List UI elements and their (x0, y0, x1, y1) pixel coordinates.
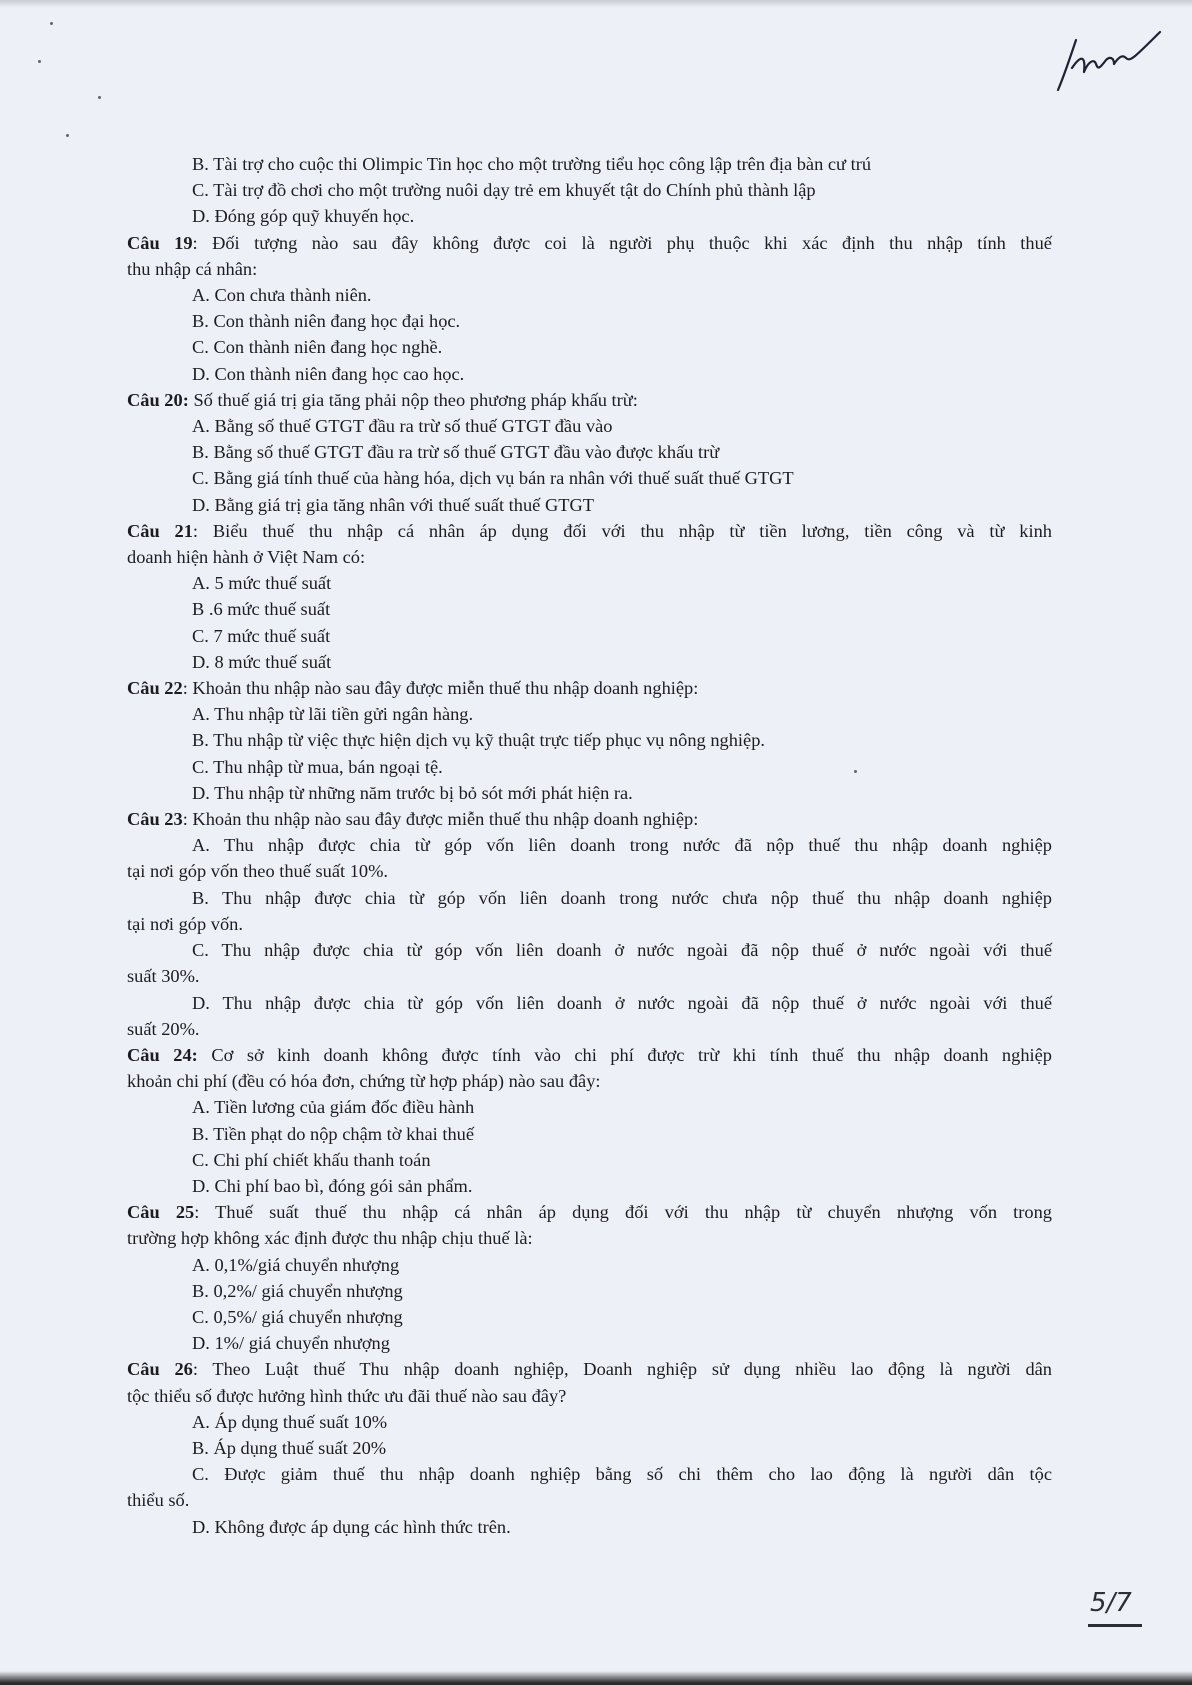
answer-option: C. Thu nhập được chia từ góp vốn liên doanh ở nước ngoài đã nộp thuế ở nước ngoài với thuế (192, 940, 1052, 961)
answer-option: B. Thu nhập được chia từ góp vốn liên doanh trong nước chưa nộp thuế thu nhập doanh nghiệp (192, 887, 1052, 908)
question-number: Câu 20: (127, 389, 189, 410)
question-line: Câu 26: Theo Luật thuế Thu nhập doanh nghiệp, Doanh nghiệp sử dụng nhiều lao động là người dân (127, 1359, 1053, 1380)
question-number: Câu 22 (127, 678, 183, 699)
continuation-line: doanh hiện hành ở Việt Nam có: (127, 547, 366, 568)
question-text: Đối tượng nào sau đây không được coi là người phụ thuộc khi xác định thu nhập tính thuế (212, 232, 1052, 253)
answer-option: A. Con chưa thành niên. (192, 285, 372, 306)
question-line: Câu 21: Biểu thuế thu nhập cá nhân áp dụng đối với thu nhập từ tiền lương, tiền công và từ kinh (127, 520, 1052, 541)
continuation-line: tại nơi góp vốn. (127, 913, 243, 934)
answer-option: A. Áp dụng thuế suất 10% (192, 1411, 388, 1432)
answer-option: C. Bằng giá tính thuế của hàng hóa, dịch vụ bán ra nhân với thuế suất thuế GTGT (192, 468, 794, 489)
question-line (127, 387, 1052, 413)
question-line: Câu 25: Thuế suất thuế thu nhập cá nhân áp dụng đối với thu nhập từ chuyển nhượng vốn trong (127, 1202, 1052, 1223)
scan-speck (66, 134, 69, 137)
scan-top-edge (0, 0, 1192, 8)
question-number: Câu 23 (127, 809, 183, 830)
page-number-underline (1088, 1624, 1142, 1627)
question-number: Câu 19 (127, 232, 193, 253)
continuation-line: khoản chi phí (đều có hóa đơn, chứng từ hợp pháp) nào sau đây: (127, 1071, 601, 1092)
continuation-line: suất 20%. (127, 1018, 200, 1039)
answer-option: A. 0,1%/giá chuyển nhượng (192, 1254, 400, 1275)
scan-speck (98, 96, 101, 99)
question-line: Câu 19: Đối tượng nào sau đây không được coi là người phụ thuộc khi xác định thu nhập tính thuế (127, 232, 1052, 253)
answer-option: C. 0,5%/ giá chuyển nhượng (192, 1306, 403, 1327)
answer-option: C. Được giảm thuế thu nhập doanh nghiệp bằng số chi thêm cho lao động là người dân tộc (192, 1464, 1052, 1485)
question-text: Số thuế giá trị gia tăng phải nộp theo phương pháp khấu trừ: (193, 389, 638, 410)
question-number: Câu 24: (127, 1044, 198, 1065)
continuation-line: thiểu số. (127, 1490, 190, 1511)
question-text: Theo Luật thuế Thu nhập doanh nghiệp, Doanh nghiệp sử dụng nhiều lao động là người dân (212, 1359, 1053, 1380)
answer-option: C. Tài trợ đồ chơi cho một trường nuôi dạy trẻ em khuyết tật do Chính phủ thành lập (192, 180, 816, 201)
answer-option: B. 0,2%/ giá chuyển nhượng (192, 1280, 403, 1301)
answer-option: B. Thu nhập từ việc thực hiện dịch vụ kỹ thuật trực tiếp phục vụ nông nghiệp. (192, 730, 766, 751)
exam-questions (127, 151, 1052, 1540)
answer-option: B. Tài trợ cho cuộc thi Olimpic Tin học cho một trường tiểu học công lập trên địa bàn cư trú (192, 154, 872, 174)
question-text: Cơ sở kinh doanh không được tính vào chi phí được trừ khi tính thuế thu nhập doanh nghiệp (211, 1044, 1052, 1065)
question-text: Khoản thu nhập nào sau đây được miễn thuế thu nhập doanh nghiệp: (192, 678, 699, 699)
continuation-line: trường hợp không xác định được thu nhập chịu thuế là: (127, 1228, 533, 1249)
answer-option: A. Tiền lương của giám đốc điều hành (192, 1097, 475, 1118)
answer-option: B. Bằng số thuế GTGT đầu ra trừ số thuế GTGT đầu vào được khấu trừ (192, 442, 720, 463)
answer-option: D. Bằng giá trị gia tăng nhân với thuế suất thuế GTGT (192, 494, 594, 515)
question-text: Khoản thu nhập nào sau đây được miễn thuế thu nhập doanh nghiệp: (192, 809, 699, 830)
answer-option: D. Con thành niên đang học cao học. (192, 363, 465, 384)
question-text: Biểu thuế thu nhập cá nhân áp dụng đối với thu nhập từ tiền lương, tiền công và từ kinh (212, 520, 1052, 541)
answer-option: A. Thu nhập được chia từ góp vốn liên doanh trong nước đã nộp thuế thu nhập doanh nghiệp (192, 835, 1052, 856)
continuation-line: tộc thiểu số được hưởng hình thức ưu đãi thuế nào sau đây? (127, 1385, 567, 1406)
answer-option: B. Áp dụng thuế suất 20% (192, 1437, 387, 1458)
answer-option: A. Bằng số thuế GTGT đầu ra trừ số thuế GTGT đầu vào (192, 416, 613, 437)
scan-speck (38, 60, 41, 63)
answer-option: D. 8 mức thuế suất (192, 651, 332, 672)
answer-option: C. Thu nhập từ mua, bán ngoại tệ. (192, 756, 443, 777)
answer-option: C. Chi phí chiết khấu thanh toán (192, 1149, 431, 1170)
question-text: Thuế suất thuế thu nhập cá nhân áp dụng đối với thu nhập từ chuyển nhượng vốn trong (215, 1202, 1052, 1223)
question-number: Câu 26 (127, 1359, 193, 1380)
handwritten-signature (1050, 18, 1170, 98)
scan-bottom-edge (0, 1671, 1192, 1685)
answer-option: A. 5 mức thuế suất (192, 573, 332, 594)
continuation-line: thu nhập cá nhân: (127, 258, 258, 279)
answer-option: D. Thu nhập từ những năm trước bị bỏ sót mới phát hiện ra. (192, 782, 633, 803)
question-line: Câu 23: Khoản thu nhập nào sau đây được miễn thuế thu nhập doanh nghiệp: (127, 809, 699, 830)
scan-speck (50, 22, 53, 25)
question-number: Câu 21 (127, 520, 193, 541)
answer-option: D. Thu nhập được chia từ góp vốn liên doanh ở nước ngoài đã nộp thuế ở nước ngoài với thuế (192, 992, 1052, 1013)
answer-option: C. 7 mức thuế suất (192, 625, 331, 646)
answer-option: D. Không được áp dụng các hình thức trên. (192, 1516, 511, 1537)
question-line: Câu 22: Khoản thu nhập nào sau đây được miễn thuế thu nhập doanh nghiệp: (127, 678, 699, 699)
answer-option: D. Chi phí bao bì, đóng gói sản phẩm. (192, 1175, 473, 1196)
answer-option: C. Con thành niên đang học nghề. (192, 337, 443, 358)
answer-option: B. Con thành niên đang học đại học. (192, 311, 461, 332)
continuation-line: tại nơi góp vốn theo thuế suất 10%. (127, 861, 389, 882)
answer-option: A. Thu nhập từ lãi tiền gửi ngân hàng. (192, 704, 474, 725)
answer-option: B .6 mức thuế suất (192, 599, 331, 620)
page-number: 5/7 (1090, 1588, 1132, 1618)
continuation-line: suất 30%. (127, 966, 200, 987)
answer-option: D. Đóng góp quỹ khuyến học. (192, 206, 415, 227)
question-number: Câu 25 (127, 1202, 195, 1223)
answer-option: B. Tiền phạt do nộp chậm tờ khai thuế (192, 1123, 474, 1144)
answer-option: D. 1%/ giá chuyển nhượng (192, 1333, 390, 1354)
question-line (127, 1042, 1052, 1068)
